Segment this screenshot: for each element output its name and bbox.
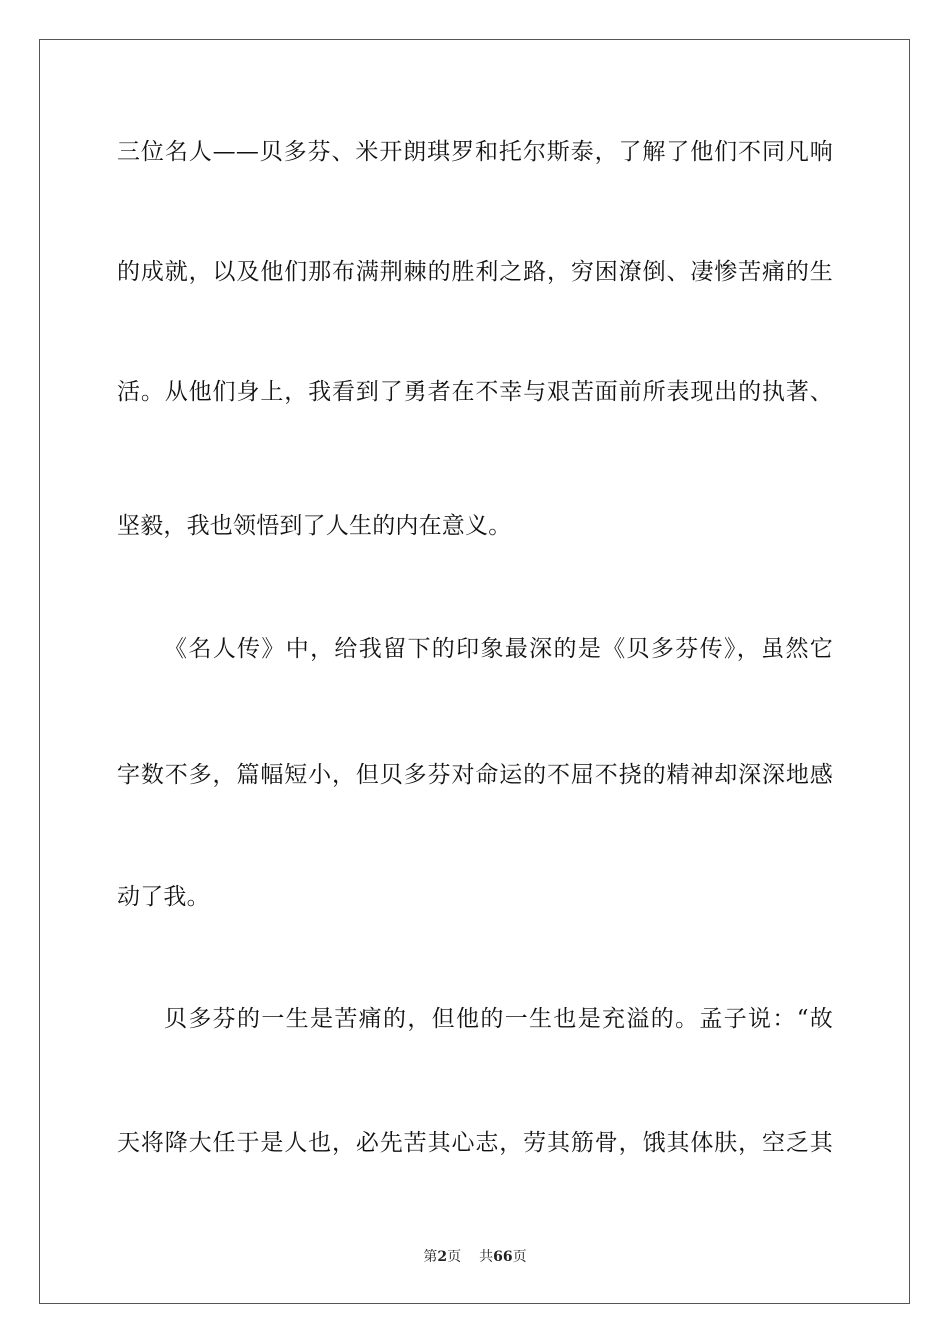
page-border (39, 39, 910, 1304)
page-prefix: 第 (423, 1249, 438, 1265)
page-number: 2 (437, 1249, 448, 1265)
text-line-7: 动了我。 (117, 884, 210, 910)
text-line-4: 坚毅，我也领悟到了人生的内在意义。 (117, 513, 512, 539)
text-line-3: 活。从他们身上，我看到了勇者在不幸与艰苦面前所表现出的执著、 (117, 379, 833, 405)
text-line-2: 的成就，以及他们那布满荆棘的胜利之路，穷困潦倒、凄惨苦痛的生 (117, 259, 833, 285)
text-line-9: 天将降大任于是人也，必先苦其心志，劳其筋骨，饿其体肤，空乏其 (117, 1130, 833, 1156)
total-suffix: 页 (512, 1249, 527, 1265)
page-suffix: 页 (447, 1249, 462, 1265)
page-footer (0, 1248, 950, 1266)
text-line-8: 贝多芬的一生是苦痛的，但他的一生也是充溢的。孟子说：“故 (164, 1006, 833, 1032)
text-line-6: 字数不多，篇幅短小，但贝多芬对命运的不屈不挠的精神却深深地感 (117, 762, 833, 788)
total-pages: 66 (493, 1249, 513, 1265)
text-line-5: 《名人传》中，给我留下的印象最深的是《贝多芬传》，虽然它 (164, 636, 833, 662)
text-line-1: 三位名人——贝多芬、米开朗琪罗和托尔斯泰，了解了他们不同凡响 (117, 139, 833, 165)
total-prefix: 共 (479, 1249, 494, 1265)
